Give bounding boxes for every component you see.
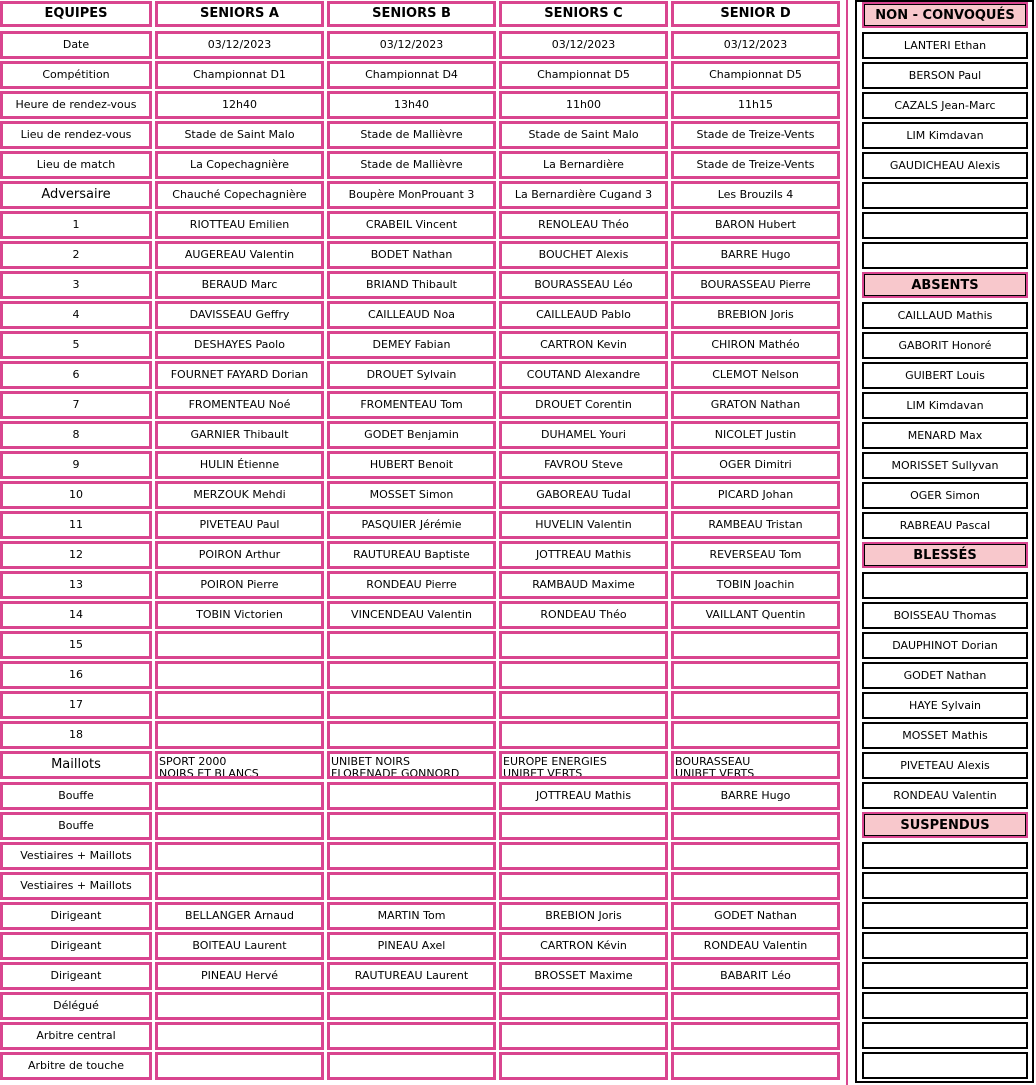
suspendus-item — [862, 902, 1028, 929]
player-row-cell — [671, 721, 840, 749]
info-row-cell: La Bernardière — [499, 151, 668, 179]
info-row-label: Compétition — [0, 61, 152, 89]
player-row-cell: BREBION Joris — [671, 301, 840, 329]
info-row-cell: Stade de Saint Malo — [499, 121, 668, 149]
player-row-label: 1 — [0, 211, 152, 239]
info-row-cell: La Copechagnière — [155, 151, 324, 179]
suspendus-item — [862, 962, 1028, 989]
vestiaires-row-cell — [671, 872, 840, 900]
non-convoques-item: CAZALS Jean-Marc — [862, 92, 1028, 119]
suspendus-item — [862, 1052, 1028, 1079]
info-row-cell: Stade de Treize-Vents — [671, 121, 840, 149]
vestiaires-row-label: Vestiaires + Maillots — [0, 872, 152, 900]
maillot-sponsor: BOURASSEAU — [675, 755, 751, 768]
absents-item: GUIBERT Louis — [862, 362, 1028, 389]
bouffe-row-cell — [499, 812, 668, 840]
player-row-label: 17 — [0, 691, 152, 719]
player-row-cell: VINCENDEAU Valentin — [327, 601, 496, 629]
player-row-label: 14 — [0, 601, 152, 629]
player-row-cell: REVERSEAU Tom — [671, 541, 840, 569]
info-row-cell: Stade de Mallièvre — [327, 151, 496, 179]
info-row-cell: 11h15 — [671, 91, 840, 119]
player-row-cell: FROMENTEAU Tom — [327, 391, 496, 419]
player-row-cell: BERAUD Marc — [155, 271, 324, 299]
player-row-cell: DEMEY Fabian — [327, 331, 496, 359]
bouffe-row-cell — [155, 782, 324, 810]
player-row-label: 9 — [0, 451, 152, 479]
player-row-cell — [671, 691, 840, 719]
player-row-cell: TOBIN Victorien — [155, 601, 324, 629]
non-convoques-item: LANTERI Ethan — [862, 32, 1028, 59]
player-row-cell: RENOLEAU Théo — [499, 211, 668, 239]
player-row-cell: GODET Benjamin — [327, 421, 496, 449]
info-row-cell: 13h40 — [327, 91, 496, 119]
adversaire-row-cell: Chauché Copechagnière — [155, 181, 324, 209]
team-header: SENIORS C — [499, 1, 668, 27]
info-row-cell: 03/12/2023 — [671, 31, 840, 59]
official-row-cell — [327, 992, 496, 1020]
player-row-label: 12 — [0, 541, 152, 569]
maillot-cell — [671, 751, 840, 779]
info-row-cell: Stade de Mallièvre — [327, 121, 496, 149]
player-row-cell: FROMENTEAU Noé — [155, 391, 324, 419]
player-row-cell: FOURNET FAYARD Dorian — [155, 361, 324, 389]
player-row-label: 4 — [0, 301, 152, 329]
player-row-cell: CARTRON Kevin — [499, 331, 668, 359]
blesses-item: GODET Nathan — [862, 662, 1028, 689]
player-row-cell — [327, 631, 496, 659]
dirigeant-row-label: Dirigeant — [0, 902, 152, 930]
dirigeant-row-cell: BABARIT Léo — [671, 962, 840, 990]
official-row-label: Arbitre central — [0, 1022, 152, 1050]
vestiaires-row-cell — [671, 842, 840, 870]
absents-item: MENARD Max — [862, 422, 1028, 449]
player-row-cell — [155, 631, 324, 659]
maillot-colors: NOIRS ET BLANCS — [159, 766, 259, 779]
info-row-cell: 11h00 — [499, 91, 668, 119]
team-header: SENIOR D — [671, 1, 840, 27]
official-row-cell — [155, 992, 324, 1020]
player-row-label: 13 — [0, 571, 152, 599]
player-row-cell: TOBIN Joachin — [671, 571, 840, 599]
player-row-label: 8 — [0, 421, 152, 449]
player-row-cell: NICOLET Justin — [671, 421, 840, 449]
non-convoques-item — [862, 242, 1028, 269]
vestiaires-row-cell — [327, 872, 496, 900]
non-convoques-item — [862, 212, 1028, 239]
maillot-sponsor: SPORT 2000 — [159, 755, 227, 768]
player-row-cell: DROUET Sylvain — [327, 361, 496, 389]
suspendus-item — [862, 992, 1028, 1019]
player-row-cell — [327, 691, 496, 719]
player-row-cell: HUBERT Benoit — [327, 451, 496, 479]
vestiaires-row-cell — [499, 872, 668, 900]
player-row-label: 7 — [0, 391, 152, 419]
player-row-cell: RAMBAUD Maxime — [499, 571, 668, 599]
player-row-cell: HUVELIN Valentin — [499, 511, 668, 539]
official-row-cell — [327, 1052, 496, 1080]
maillots-label: Maillots — [0, 751, 152, 779]
player-row-cell — [499, 631, 668, 659]
blesses-item: BOISSEAU Thomas — [862, 602, 1028, 629]
player-row-cell: BOUCHET Alexis — [499, 241, 668, 269]
player-row-cell: HULIN Étienne — [155, 451, 324, 479]
suspendus-item — [862, 842, 1028, 869]
suspendus-header: SUSPENDUS — [862, 812, 1028, 838]
official-row-cell — [671, 1022, 840, 1050]
player-row-cell: BODET Nathan — [327, 241, 496, 269]
absents-item: LIM Kimdavan — [862, 392, 1028, 419]
player-row-label: 11 — [0, 511, 152, 539]
bouffe-row-cell: JOTTREAU Mathis — [499, 782, 668, 810]
column-separator — [846, 0, 848, 1085]
player-row-label: 15 — [0, 631, 152, 659]
maillot-cell — [327, 751, 496, 779]
player-row-cell — [499, 661, 668, 689]
info-row-cell: Championnat D5 — [671, 61, 840, 89]
absents-item: OGER Simon — [862, 482, 1028, 509]
player-row-cell: BARRE Hugo — [671, 241, 840, 269]
info-row-cell: Championnat D5 — [499, 61, 668, 89]
player-row-cell: DROUET Corentin — [499, 391, 668, 419]
dirigeant-row-cell: CARTRON Kévin — [499, 932, 668, 960]
blesses-item: MOSSET Mathis — [862, 722, 1028, 749]
player-row-cell: CRABEIL Vincent — [327, 211, 496, 239]
player-row-label: 10 — [0, 481, 152, 509]
official-row-cell — [671, 992, 840, 1020]
player-row-label: 2 — [0, 241, 152, 269]
blesses-item: RONDEAU Valentin — [862, 782, 1028, 809]
info-row-label: Date — [0, 31, 152, 59]
info-row-cell: 03/12/2023 — [327, 31, 496, 59]
player-row-cell — [499, 721, 668, 749]
vestiaires-row-cell — [155, 842, 324, 870]
player-row-cell: OGER Dimitri — [671, 451, 840, 479]
maillot-cell — [499, 751, 668, 779]
player-row-cell — [155, 721, 324, 749]
info-row-cell: Championnat D4 — [327, 61, 496, 89]
player-row-cell: BRIAND Thibault — [327, 271, 496, 299]
player-row-cell: BOURASSEAU Pierre — [671, 271, 840, 299]
player-row-cell: POIRON Arthur — [155, 541, 324, 569]
player-row-cell: FAVROU Steve — [499, 451, 668, 479]
absents-header: ABSENTS — [862, 272, 1028, 298]
player-row-cell: JOTTREAU Mathis — [499, 541, 668, 569]
player-row-cell — [671, 631, 840, 659]
team-header: SENIORS A — [155, 1, 324, 27]
adversaire-row-cell: La Bernardière Cugand 3 — [499, 181, 668, 209]
player-row-cell — [499, 691, 668, 719]
adversaire-row-label: Adversaire — [0, 181, 152, 209]
player-row-cell: BOURASSEAU Léo — [499, 271, 668, 299]
info-row-label: Lieu de match — [0, 151, 152, 179]
dirigeant-row-cell: PINEAU Hervé — [155, 962, 324, 990]
suspendus-item — [862, 1022, 1028, 1049]
bouffe-row-cell — [327, 812, 496, 840]
player-row-cell: RONDEAU Pierre — [327, 571, 496, 599]
vestiaires-row-cell — [499, 842, 668, 870]
bouffe-row-label: Bouffe — [0, 812, 152, 840]
equipes-header: EQUIPES — [0, 1, 152, 27]
team-header: SENIORS B — [327, 1, 496, 27]
dirigeant-row-label: Dirigeant — [0, 932, 152, 960]
player-row-cell: GABOREAU Tudal — [499, 481, 668, 509]
vestiaires-row-cell — [327, 842, 496, 870]
bouffe-row-cell: BARRE Hugo — [671, 782, 840, 810]
maillot-colors: UNIBET VERTS — [503, 766, 583, 779]
dirigeant-row-cell: RAUTUREAU Laurent — [327, 962, 496, 990]
player-row-cell: BARON Hubert — [671, 211, 840, 239]
bouffe-row-cell — [155, 812, 324, 840]
player-row-cell: DUHAMEL Youri — [499, 421, 668, 449]
blesses-header: BLESSÉS — [862, 542, 1028, 568]
non-convoques-header: NON - CONVOQUÉS — [862, 2, 1028, 28]
player-row-cell — [155, 661, 324, 689]
blesses-item: PIVETEAU Alexis — [862, 752, 1028, 779]
blesses-item — [862, 572, 1028, 599]
maillot-colors: UNIBET VERTS — [675, 766, 755, 779]
maillot-colors: FLORENADE GONNORD — [331, 766, 460, 779]
non-convoques-item: GAUDICHEAU Alexis — [862, 152, 1028, 179]
player-row-label: 16 — [0, 661, 152, 689]
vestiaires-row-label: Vestiaires + Maillots — [0, 842, 152, 870]
suspendus-item — [862, 932, 1028, 959]
maillot-sponsor: UNIBET NOIRS — [331, 755, 410, 768]
official-row-cell — [155, 1022, 324, 1050]
player-row-label: 18 — [0, 721, 152, 749]
player-row-cell: RONDEAU Théo — [499, 601, 668, 629]
blesses-item: DAUPHINOT Dorian — [862, 632, 1028, 659]
maillot-cell — [155, 751, 324, 779]
player-row-cell: PASQUIER Jérémie — [327, 511, 496, 539]
maillot-sponsor: EUROPE ENERGIES — [503, 755, 607, 768]
dirigeant-row-cell: BELLANGER Arnaud — [155, 902, 324, 930]
player-row-cell — [327, 661, 496, 689]
adversaire-row-cell: Les Brouzils 4 — [671, 181, 840, 209]
non-convoques-item: BERSON Paul — [862, 62, 1028, 89]
player-row-cell — [671, 661, 840, 689]
absents-item: GABORIT Honoré — [862, 332, 1028, 359]
info-row-cell: Championnat D1 — [155, 61, 324, 89]
info-row-cell: 03/12/2023 — [155, 31, 324, 59]
player-row-cell: CLEMOT Nelson — [671, 361, 840, 389]
player-row-cell: GARNIER Thibault — [155, 421, 324, 449]
player-row-cell: MOSSET Simon — [327, 481, 496, 509]
player-row-cell: CAILLEAUD Pablo — [499, 301, 668, 329]
player-row-label: 6 — [0, 361, 152, 389]
player-row-cell: RAMBEAU Tristan — [671, 511, 840, 539]
info-row-cell: Stade de Treize-Vents — [671, 151, 840, 179]
player-row-cell: DAVISSEAU Geffry — [155, 301, 324, 329]
official-row-cell — [155, 1052, 324, 1080]
player-row-cell: DESHAYES Paolo — [155, 331, 324, 359]
dirigeant-row-cell: GODET Nathan — [671, 902, 840, 930]
info-row-cell: 12h40 — [155, 91, 324, 119]
dirigeant-row-cell: BOITEAU Laurent — [155, 932, 324, 960]
dirigeant-row-cell: BROSSET Maxime — [499, 962, 668, 990]
player-row-cell: PIVETEAU Paul — [155, 511, 324, 539]
official-row-label: Délégué — [0, 992, 152, 1020]
non-convoques-item — [862, 182, 1028, 209]
absents-item: RABREAU Pascal — [862, 512, 1028, 539]
absents-item: CAILLAUD Mathis — [862, 302, 1028, 329]
adversaire-row-cell: Boupère MonProuant 3 — [327, 181, 496, 209]
official-row-cell — [327, 1022, 496, 1050]
player-row-cell: CHIRON Mathéo — [671, 331, 840, 359]
info-row-label: Heure de rendez-vous — [0, 91, 152, 119]
player-row-cell: POIRON Pierre — [155, 571, 324, 599]
official-row-label: Arbitre de touche — [0, 1052, 152, 1080]
bouffe-row-cell — [327, 782, 496, 810]
non-convoques-item: LIM Kimdavan — [862, 122, 1028, 149]
dirigeant-row-cell: PINEAU Axel — [327, 932, 496, 960]
player-row-cell: RIOTTEAU Emilien — [155, 211, 324, 239]
player-row-cell: COUTAND Alexandre — [499, 361, 668, 389]
player-row-cell: RAUTUREAU Baptiste — [327, 541, 496, 569]
official-row-cell — [499, 1022, 668, 1050]
player-row-cell: VAILLANT Quentin — [671, 601, 840, 629]
player-row-cell: PICARD Johan — [671, 481, 840, 509]
blesses-item: HAYE Sylvain — [862, 692, 1028, 719]
player-row-cell: CAILLEAUD Noa — [327, 301, 496, 329]
player-row-cell — [155, 691, 324, 719]
info-row-label: Lieu de rendez-vous — [0, 121, 152, 149]
player-row-cell — [327, 721, 496, 749]
official-row-cell — [671, 1052, 840, 1080]
player-row-label: 5 — [0, 331, 152, 359]
player-row-cell: MERZOUK Mehdi — [155, 481, 324, 509]
info-row-cell: 03/12/2023 — [499, 31, 668, 59]
dirigeant-row-cell: BREBION Joris — [499, 902, 668, 930]
vestiaires-row-cell — [155, 872, 324, 900]
dirigeant-row-cell: RONDEAU Valentin — [671, 932, 840, 960]
bouffe-row-label: Bouffe — [0, 782, 152, 810]
dirigeant-row-label: Dirigeant — [0, 962, 152, 990]
player-row-label: 3 — [0, 271, 152, 299]
info-row-cell: Stade de Saint Malo — [155, 121, 324, 149]
bouffe-row-cell — [671, 812, 840, 840]
official-row-cell — [499, 1052, 668, 1080]
player-row-cell: GRATON Nathan — [671, 391, 840, 419]
player-row-cell: AUGEREAU Valentin — [155, 241, 324, 269]
official-row-cell — [499, 992, 668, 1020]
suspendus-item — [862, 872, 1028, 899]
dirigeant-row-cell: MARTIN Tom — [327, 902, 496, 930]
absents-item: MORISSET Sullyvan — [862, 452, 1028, 479]
